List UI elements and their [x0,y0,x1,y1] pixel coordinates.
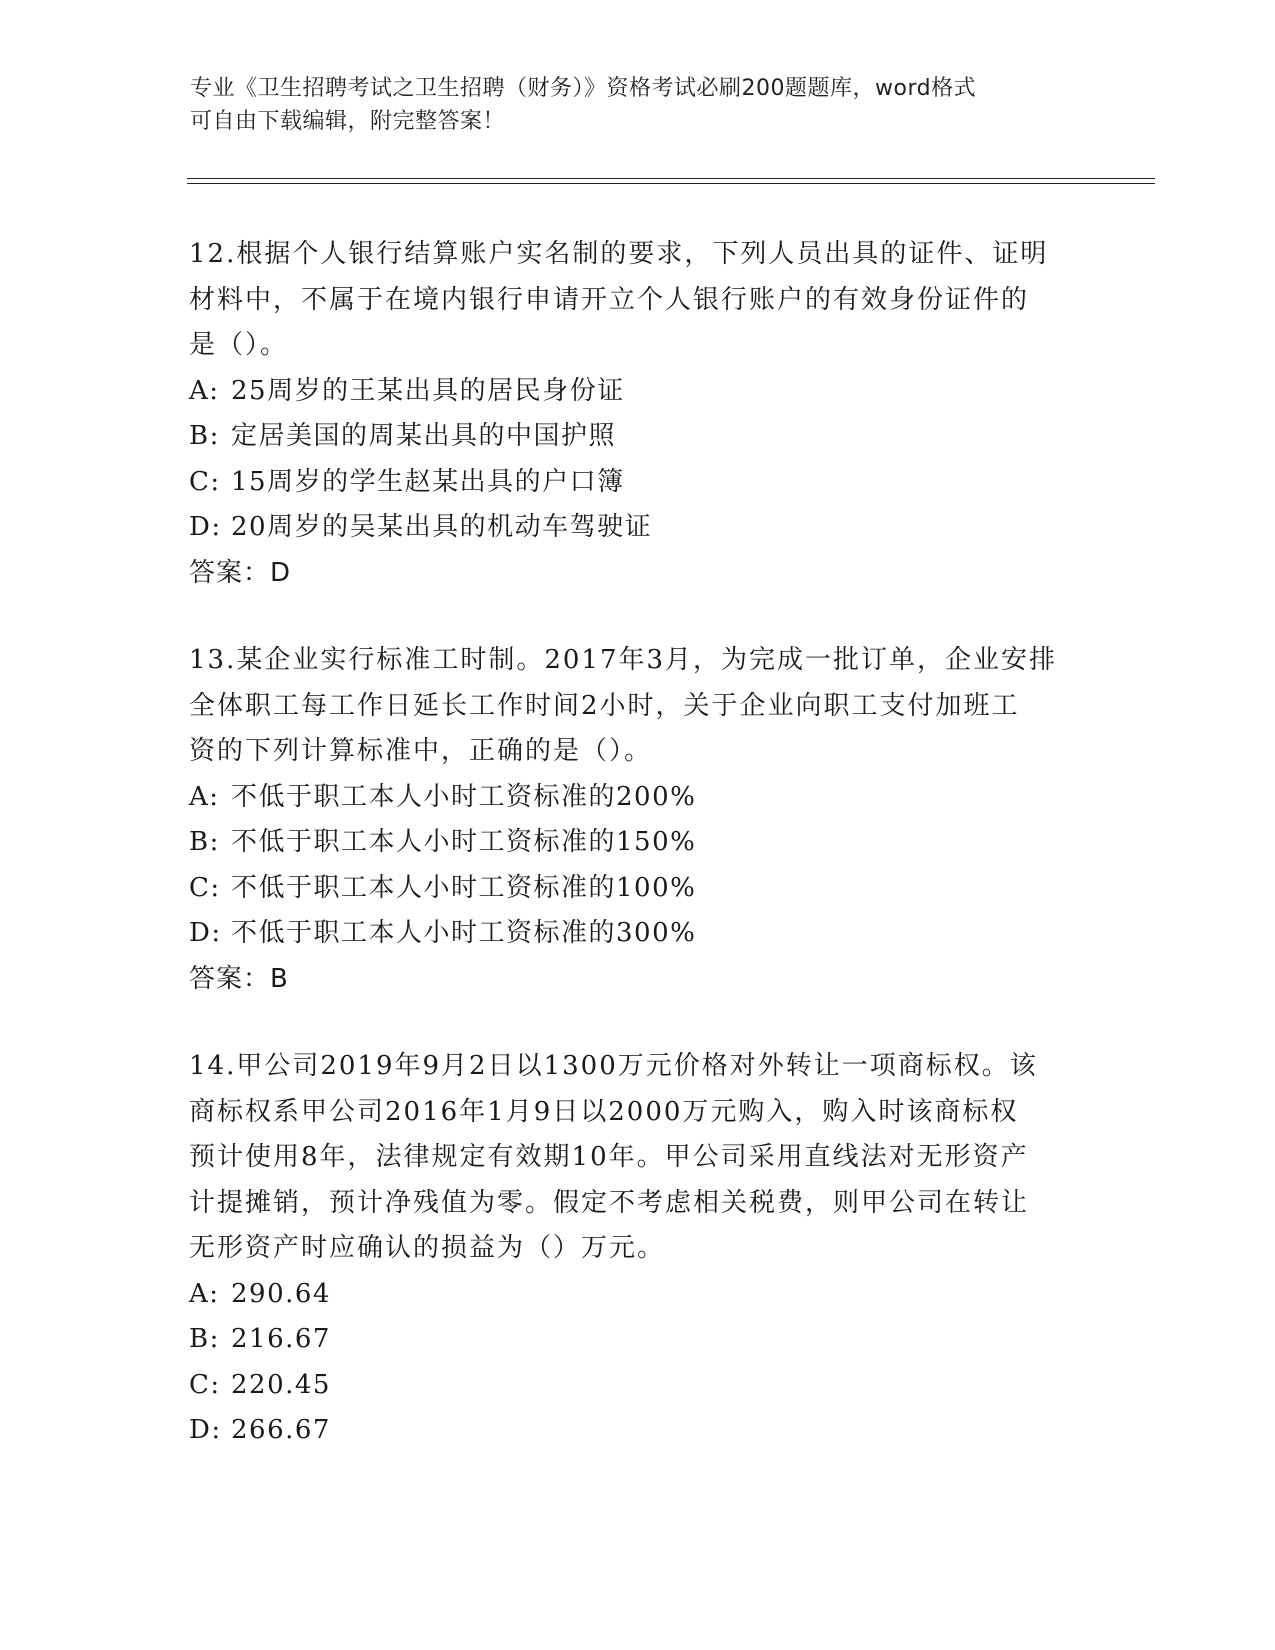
stem-line: 计提摊销，预计净残值为零。假定不考虑相关税费，则甲公司在转让 [189,1187,1030,1218]
stem-line: 12.根据个人银行结算账户实名制的要求，下列人员出具的证件、证明 [189,239,1049,269]
option-text: 266.67 [231,1415,331,1445]
header-line-1: 专业《卫生招聘考试之卫生招聘（财务）》资格考试必刷200题题库，word格式 [190,76,977,101]
option-key: B: [189,827,220,857]
option-a [189,775,1089,821]
header-rule-top [187,178,1155,179]
option-b [189,414,1089,460]
answer-label: 答案：B [189,963,289,994]
stem-line: 预计使用8年，法律规定有效期10年。甲公司采用直线法对无形资产 [189,1142,1029,1172]
question-13 [189,638,1089,1002]
option-text: 不低于职工本人小时工资标准的200% [231,781,697,812]
stem-line: 材料中，不属于在境内银行申请开立个人银行账户的有效身份证件的 [189,284,1030,315]
option-key: D: [189,1415,222,1445]
option-key: A: [189,375,220,406]
stem-line: 无形资产时应确认的损益为（）万元。 [189,1233,666,1263]
header-rule-bottom [187,183,1155,184]
option-a [189,369,1089,415]
stem-line: 全体职工每工作日延长工作时间2小时，关于企业向职工支付加班工 [189,690,1020,721]
option-c [189,1363,1089,1409]
option-key: A: [189,781,220,812]
option-text: 220.45 [231,1369,331,1400]
option-b [189,1317,1089,1363]
option-text: 15周岁的学生赵某出具的户口簿 [231,466,625,497]
option-text: 不低于职工本人小时工资标准的100% [231,872,697,903]
document-header [190,72,1090,138]
option-text: 25周岁的王某出具的居民身份证 [231,375,625,406]
question-14 [189,1044,1089,1454]
option-key: B: [189,421,220,451]
option-key: C: [189,872,221,903]
question-list [189,232,1089,1496]
question-stem [189,638,1089,775]
option-key: D: [189,512,222,542]
stem-line: 是（）。 [189,330,289,360]
option-b [189,820,1089,866]
option-a [189,1272,1089,1318]
option-key: B: [189,1324,220,1354]
option-text: 216.67 [231,1324,331,1354]
stem-line: 13.某企业实行标准工时制。2017年3月，为完成一批订单，企业安排 [189,645,1058,675]
option-text: 不低于职工本人小时工资标准的300% [231,918,697,948]
option-text: 不低于职工本人小时工资标准的150% [231,827,697,857]
question-stem [189,1044,1089,1272]
answer-label: 答案：D [189,557,292,588]
option-key: C: [189,466,221,497]
option-key: C: [189,1369,221,1400]
option-key: D: [189,918,222,948]
stem-line: 14.甲公司2019年9月2日以1300万元价格对外转让一项商标权。该 [189,1051,1038,1081]
stem-line: 商标权系甲公司2016年1月9日以2000万元购入，购入时该商标权 [189,1096,1019,1127]
option-d [189,911,1089,957]
option-c [189,866,1089,912]
question-12 [189,232,1089,596]
option-text: 20周岁的吴某出具的机动车驾驶证 [231,512,653,542]
option-c [189,460,1089,506]
option-key: A: [189,1278,220,1309]
option-text: 定居美国的周某出具的中国护照 [231,421,617,451]
header-line-2: 可自由下载编辑，附完整答案！ [190,109,506,134]
option-d [189,1408,1089,1454]
stem-line: 资的下列计算标准中，正确的是（）。 [189,736,653,766]
option-text: 290.64 [231,1278,331,1309]
option-d [189,505,1089,551]
question-stem [189,232,1089,369]
